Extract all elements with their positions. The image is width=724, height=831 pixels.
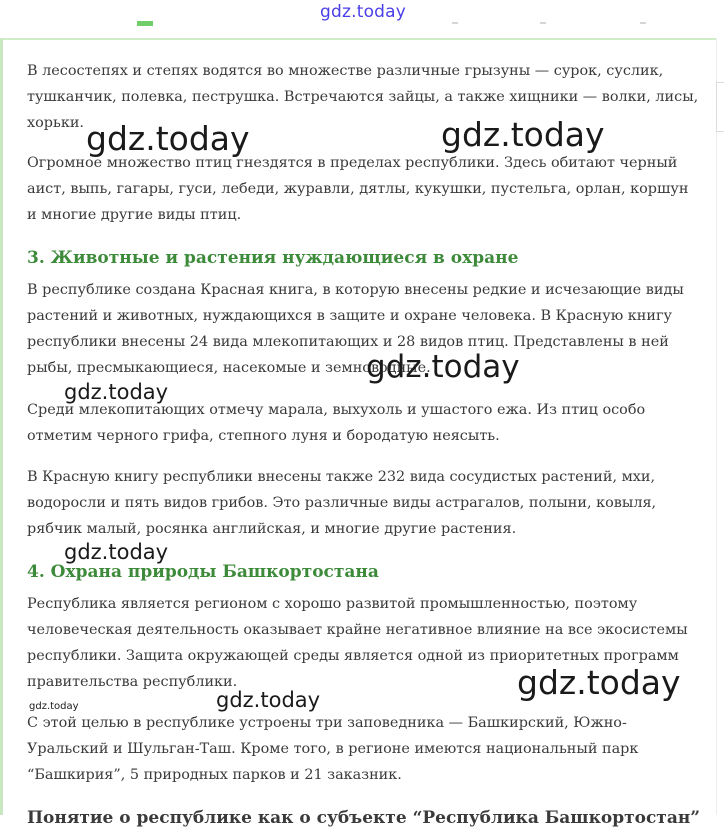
paragraph-industry: Республика является регионом с хорошо развитой промышленностью, поэтому человеческая деятельность оказывает крайне негативное влияние на все экосистемы республики. Защита окружающей среды является одной из приоритетных программ правительства республики. xyxy=(27,596,688,690)
heading-nature-protection: 4. Охрана природы Башкортостана xyxy=(27,562,379,582)
top-watermark: gdz.today xyxy=(320,2,407,22)
next-heading-clip xyxy=(27,805,701,828)
watermark: gdz.today xyxy=(366,349,520,385)
sidebar-edge xyxy=(716,38,724,815)
heading-protected-species: 3. Животные и растения нуждающиеся в охране xyxy=(27,248,519,268)
watermark: gdz.today xyxy=(216,688,321,712)
paragraph-birds: Огромное множество птиц гнездятся в пределах республики. Здесь обитают черный аист, выпь, гагары, гуси, лебеди, журавли, дятлы, кукушки, пустельга, орлан, коршун и многие другие виды птиц. xyxy=(27,155,689,223)
watermark: gdz.today xyxy=(29,701,79,712)
paragraph-red-book: В республике создана Красная книга, в которую внесены редкие и исчезающие виды растений и животных, нуждающихся в защите и охране человека. В Красную книгу республики внесены 24 вида млекопитающих и 28 видов птиц. Представлены в ней рыбы, пресмыкающиеся, насекомые и земноводные. xyxy=(27,282,684,376)
watermark: gdz.today xyxy=(441,115,605,154)
watermark: gdz.today xyxy=(86,119,250,158)
next-heading: Понятие о республике как о субъекте “Республика Башкортостан” xyxy=(27,808,701,828)
watermark: gdz.today xyxy=(517,663,681,702)
sidebar-card-edge xyxy=(716,82,724,132)
paragraph-reserves: С этой целью в республике устроены три заповедника — Башкирский, Южно-Уральский и Шульган-Таш. Кроме того, в регионе имеются национальный парк “Башкирия”, 5 природных парков и 21 заказник. xyxy=(27,715,639,783)
watermark: gdz.today xyxy=(64,540,169,564)
tick-mark xyxy=(540,22,546,24)
green-tab-indicator xyxy=(137,21,153,26)
watermark: gdz.today xyxy=(64,380,169,404)
paragraph-plants: В Красную книгу республики внесены также 232 вида сосудистых растений, мхи, водоросли и пять видов грибов. Это различные виды астрагалов, полыни, ковыля, рябчик малый, росянка английская, и многие другие растения. xyxy=(27,469,657,537)
paragraph-rodents: В лесостепях и степях водятся во множестве различные грызуны — сурок, суслик, тушканчик, полевка, пеструшка. Встречаются зайцы, а также хищники — волки, лисы, хорьки. xyxy=(27,63,699,131)
tick-mark xyxy=(452,22,458,24)
tick-mark xyxy=(640,22,646,24)
paragraph-mammals: Среди млекопитающих отмечу марала, выхухоль и ушастого ежа. Из птиц особо отметим черного грифа, степного луня и бородатую неясыть. xyxy=(27,402,646,444)
